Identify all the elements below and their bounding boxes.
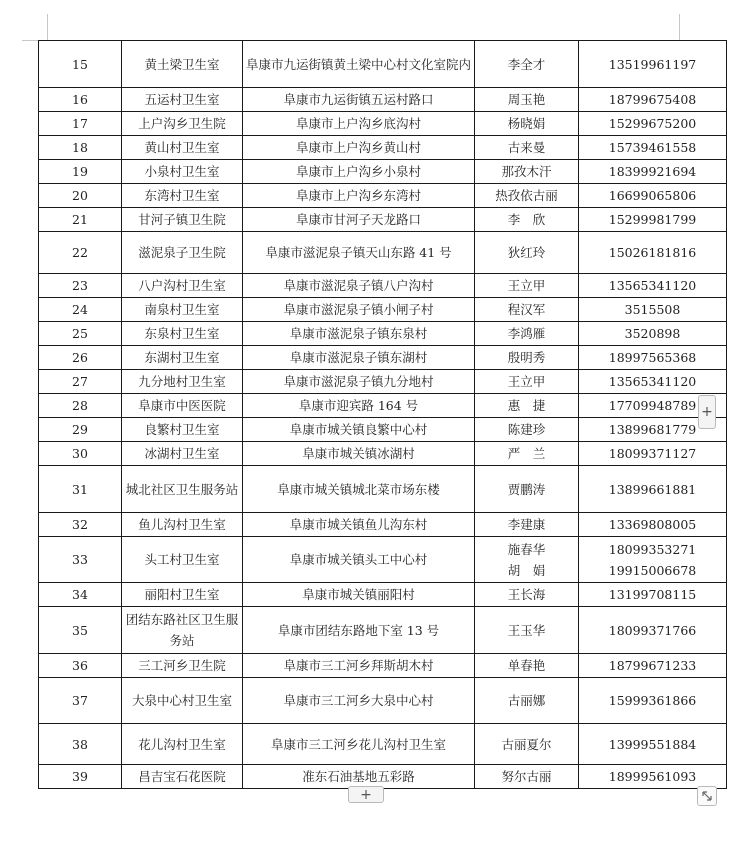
table-row xyxy=(39,41,727,88)
address-cell: 阜康市迎宾路 164 号 xyxy=(243,394,475,418)
address-cell: 阜康市滋泥泉子镇九分地村 xyxy=(243,370,475,394)
row-number-cell: 18 xyxy=(39,136,122,160)
address-cell: 阜康市上户沟乡黄山村 xyxy=(243,136,475,160)
facility-name-cell: 良繁村卫生室 xyxy=(122,418,243,442)
contact-person-cell: 周玉艳 xyxy=(475,88,579,112)
facility-name-cell: 三工河乡卫生院 xyxy=(122,654,243,678)
contact-person-cell: 狄红玲 xyxy=(475,232,579,274)
contact-person-cell: 努尔古丽 xyxy=(475,765,579,789)
address-cell: 阜康市城关镇冰湖村 xyxy=(243,442,475,466)
phone-cell: 15026181816 xyxy=(579,232,727,274)
contact-person-cell: 陈建珍 xyxy=(475,418,579,442)
phone-cell: 15299675200 xyxy=(579,112,727,136)
contact-person-cell: 古来曼 xyxy=(475,136,579,160)
row-number-cell: 23 xyxy=(39,274,122,298)
address-cell: 阜康市城关镇头工中心村 xyxy=(243,537,475,583)
table-row xyxy=(39,513,727,537)
table-row xyxy=(39,208,727,232)
table-row xyxy=(39,346,727,370)
row-number-cell: 17 xyxy=(39,112,122,136)
facility-name-cell: 昌吉宝石花医院 xyxy=(122,765,243,789)
phone-cell: 18997565368 xyxy=(579,346,727,370)
table-row xyxy=(39,583,727,607)
table-row xyxy=(39,442,727,466)
table-row xyxy=(39,466,727,513)
add-row-button[interactable]: + xyxy=(348,786,384,803)
phone-cell: 3520898 xyxy=(579,322,727,346)
address-cell: 阜康市团结东路地下室 13 号 xyxy=(243,607,475,654)
phone-cell: 13199708115 xyxy=(579,583,727,607)
table-row xyxy=(39,232,727,274)
address-cell: 阜康市上户沟乡底沟村 xyxy=(243,112,475,136)
row-number-cell: 20 xyxy=(39,184,122,208)
row-number-cell: 22 xyxy=(39,232,122,274)
row-number-cell: 34 xyxy=(39,583,122,607)
contact-person-cell: 施春华 胡 娟 xyxy=(475,537,579,583)
table-resize-handle[interactable] xyxy=(697,786,717,806)
phone-cell: 18099353271 19915006678 xyxy=(579,537,727,583)
clinic-roster-table xyxy=(38,40,727,789)
phone-cell: 18099371127 xyxy=(579,442,727,466)
table-row xyxy=(39,765,727,789)
contact-person-cell: 王玉华 xyxy=(475,607,579,654)
phone-cell: 18099371766 xyxy=(579,607,727,654)
page-margin-guide xyxy=(679,14,680,40)
address-cell: 阜康市城关镇丽阳村 xyxy=(243,583,475,607)
table-row xyxy=(39,160,727,184)
facility-name-cell: 上户沟乡卫生院 xyxy=(122,112,243,136)
row-number-cell: 36 xyxy=(39,654,122,678)
add-column-button[interactable]: + xyxy=(698,395,716,429)
contact-person-cell: 李鸿雁 xyxy=(475,322,579,346)
phone-cell: 16699065806 xyxy=(579,184,727,208)
table-row xyxy=(39,322,727,346)
contact-person-cell: 王立甲 xyxy=(475,370,579,394)
address-cell: 阜康市三工河乡拜斯胡木村 xyxy=(243,654,475,678)
table-row xyxy=(39,537,727,583)
facility-name-cell: 花儿沟村卫生室 xyxy=(122,724,243,765)
facility-name-cell: 黄山村卫生室 xyxy=(122,136,243,160)
facility-name-cell: 大泉中心村卫生室 xyxy=(122,678,243,724)
row-number-cell: 30 xyxy=(39,442,122,466)
phone-cell: 15739461558 xyxy=(579,136,727,160)
row-number-cell: 16 xyxy=(39,88,122,112)
table-row xyxy=(39,88,727,112)
row-number-cell: 24 xyxy=(39,298,122,322)
table-row xyxy=(39,184,727,208)
contact-person-cell: 李建康 xyxy=(475,513,579,537)
phone-cell: 13899661881 xyxy=(579,466,727,513)
address-cell: 阜康市三工河乡花儿沟村卫生室 xyxy=(243,724,475,765)
address-cell: 阜康市滋泥泉子镇东湖村 xyxy=(243,346,475,370)
facility-name-cell: 黄土梁卫生室 xyxy=(122,41,243,88)
facility-name-cell: 东泉村卫生室 xyxy=(122,322,243,346)
contact-person-cell: 李 欣 xyxy=(475,208,579,232)
address-cell: 阜康市城关镇城北菜市场东楼 xyxy=(243,466,475,513)
address-cell: 阜康市九运街镇五运村路口 xyxy=(243,88,475,112)
table-row xyxy=(39,724,727,765)
row-number-cell: 27 xyxy=(39,370,122,394)
address-cell: 阜康市甘河子天龙路口 xyxy=(243,208,475,232)
phone-cell: 13369808005 xyxy=(579,513,727,537)
address-cell: 阜康市九运街镇黄土梁中心村文化室院内 xyxy=(243,41,475,88)
facility-name-cell: 团结东路社区卫生服务站 xyxy=(122,607,243,654)
facility-name-cell: 滋泥泉子卫生院 xyxy=(122,232,243,274)
table-body xyxy=(39,41,727,789)
phone-cell: 13565341120 xyxy=(579,274,727,298)
row-number-cell: 26 xyxy=(39,346,122,370)
contact-person-cell: 古丽夏尔 xyxy=(475,724,579,765)
page-margin-guide xyxy=(22,40,38,41)
row-number-cell: 25 xyxy=(39,322,122,346)
phone-cell: 18799671233 xyxy=(579,654,727,678)
facility-name-cell: 鱼儿沟村卫生室 xyxy=(122,513,243,537)
contact-person-cell: 贾鹏涛 xyxy=(475,466,579,513)
table-row xyxy=(39,298,727,322)
row-number-cell: 29 xyxy=(39,418,122,442)
facility-name-cell: 南泉村卫生室 xyxy=(122,298,243,322)
contact-person-cell: 严 兰 xyxy=(475,442,579,466)
table-row xyxy=(39,136,727,160)
phone-cell: 18799675408 xyxy=(579,88,727,112)
row-number-cell: 38 xyxy=(39,724,122,765)
contact-person-cell: 惠 捷 xyxy=(475,394,579,418)
row-number-cell: 33 xyxy=(39,537,122,583)
contact-person-cell: 王长海 xyxy=(475,583,579,607)
contact-person-cell: 程汉军 xyxy=(475,298,579,322)
phone-cell: 18399921694 xyxy=(579,160,727,184)
facility-name-cell: 丽阳村卫生室 xyxy=(122,583,243,607)
address-cell: 阜康市城关镇良繁中心村 xyxy=(243,418,475,442)
address-cell: 阜康市上户沟乡小泉村 xyxy=(243,160,475,184)
table-row xyxy=(39,274,727,298)
table-row xyxy=(39,607,727,654)
facility-name-cell: 甘河子镇卫生院 xyxy=(122,208,243,232)
row-number-cell: 35 xyxy=(39,607,122,654)
address-cell: 阜康市城关镇鱼儿沟东村 xyxy=(243,513,475,537)
contact-person-cell: 单春艳 xyxy=(475,654,579,678)
table-row xyxy=(39,678,727,724)
contact-person-cell: 杨晓娟 xyxy=(475,112,579,136)
contact-person-cell: 古丽娜 xyxy=(475,678,579,724)
contact-person-cell: 殷明秀 xyxy=(475,346,579,370)
facility-name-cell: 小泉村卫生室 xyxy=(122,160,243,184)
phone-cell: 18999561093 xyxy=(579,765,727,789)
table-row xyxy=(39,654,727,678)
facility-name-cell: 八户沟村卫生室 xyxy=(122,274,243,298)
phone-cell: 13999551884 xyxy=(579,724,727,765)
facility-name-cell: 阜康市中医医院 xyxy=(122,394,243,418)
contact-person-cell: 热孜依古丽 xyxy=(475,184,579,208)
contact-person-cell: 王立甲 xyxy=(475,274,579,298)
address-cell: 阜康市上户沟乡东湾村 xyxy=(243,184,475,208)
facility-name-cell: 冰湖村卫生室 xyxy=(122,442,243,466)
facility-name-cell: 头工村卫生室 xyxy=(122,537,243,583)
phone-cell: 3515508 xyxy=(579,298,727,322)
facility-name-cell: 东湖村卫生室 xyxy=(122,346,243,370)
row-number-cell: 37 xyxy=(39,678,122,724)
phone-cell: 13519961197 xyxy=(579,41,727,88)
contact-person-cell: 那孜木汗 xyxy=(475,160,579,184)
facility-name-cell: 城北社区卫生服务站 xyxy=(122,466,243,513)
address-cell: 阜康市三工河乡大泉中心村 xyxy=(243,678,475,724)
address-cell: 阜康市滋泥泉子镇东泉村 xyxy=(243,322,475,346)
address-cell: 阜康市滋泥泉子镇八户沟村 xyxy=(243,274,475,298)
table-row xyxy=(39,370,727,394)
facility-name-cell: 九分地村卫生室 xyxy=(122,370,243,394)
address-cell: 阜康市滋泥泉子镇天山东路 41 号 xyxy=(243,232,475,274)
phone-cell: 13565341120 xyxy=(579,370,727,394)
row-number-cell: 39 xyxy=(39,765,122,789)
contact-person-cell: 李全才 xyxy=(475,41,579,88)
row-number-cell: 28 xyxy=(39,394,122,418)
page-margin-guide xyxy=(47,14,48,40)
phone-cell: 17709948789 xyxy=(579,394,727,418)
address-cell: 准东石油基地五彩路 xyxy=(243,765,475,789)
row-number-cell: 21 xyxy=(39,208,122,232)
facility-name-cell: 东湾村卫生室 xyxy=(122,184,243,208)
phone-cell: 15299981799 xyxy=(579,208,727,232)
phone-cell: 15999361866 xyxy=(579,678,727,724)
table-row xyxy=(39,112,727,136)
row-number-cell: 19 xyxy=(39,160,122,184)
row-number-cell: 15 xyxy=(39,41,122,88)
table-row xyxy=(39,418,727,442)
row-number-cell: 31 xyxy=(39,466,122,513)
row-number-cell: 32 xyxy=(39,513,122,537)
table-row xyxy=(39,394,727,418)
address-cell: 阜康市滋泥泉子镇小闸子村 xyxy=(243,298,475,322)
resize-diagonal-icon xyxy=(698,787,716,805)
phone-cell: 13899681779 xyxy=(579,418,727,442)
facility-name-cell: 五运村卫生室 xyxy=(122,88,243,112)
